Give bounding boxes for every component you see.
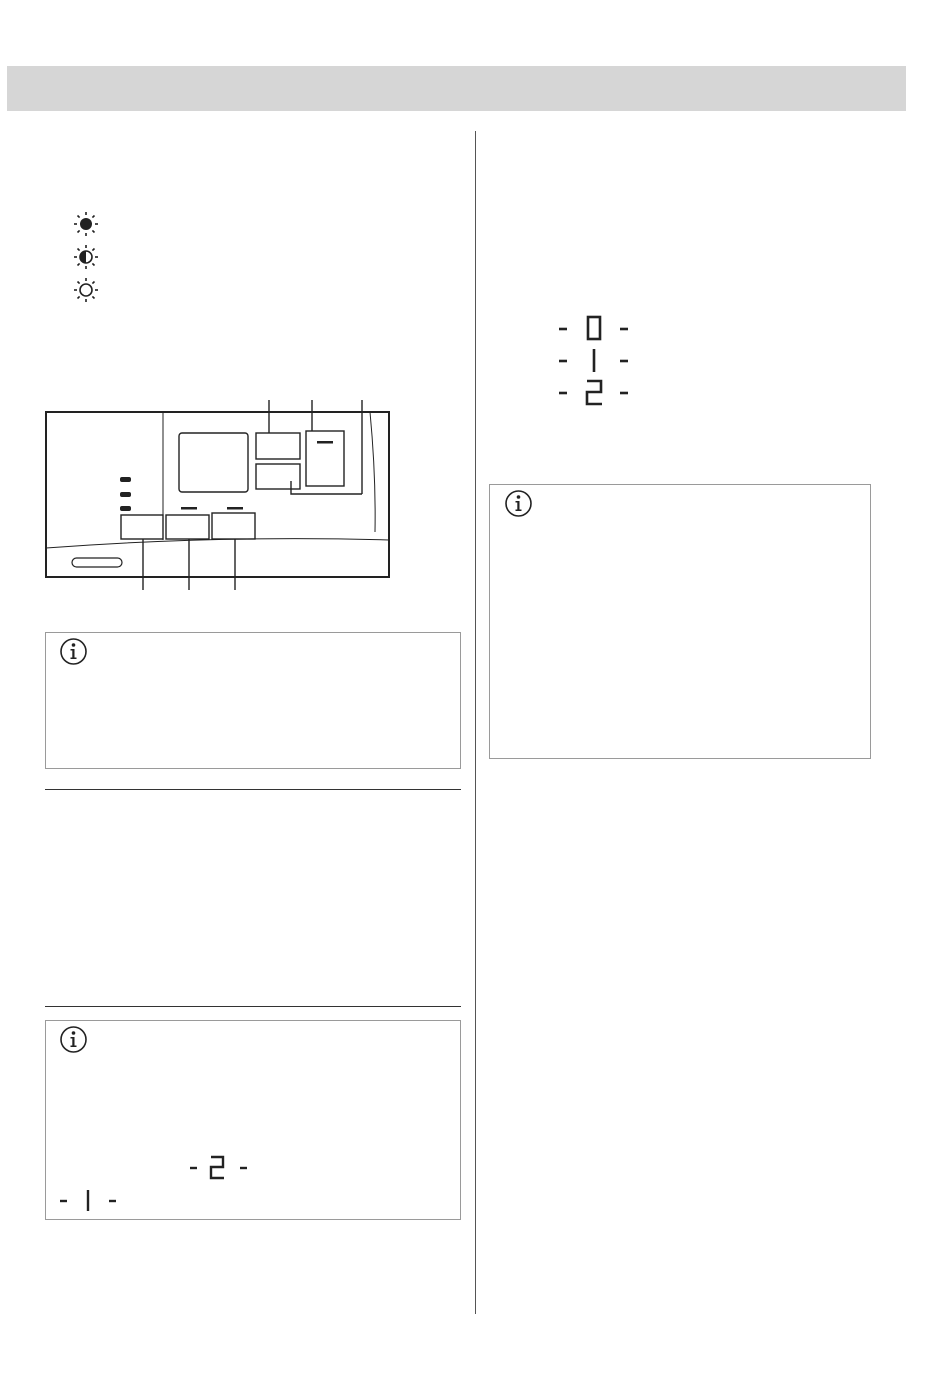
sun-filled-icon (73, 211, 99, 237)
sun-half-icon (73, 244, 99, 270)
segment-display-1 (58, 1188, 122, 1214)
sun-outline-icon (73, 277, 99, 303)
section-rule (45, 1006, 461, 1007)
info-box-1 (45, 632, 461, 769)
info-icon (504, 489, 533, 518)
info-icon (59, 1025, 88, 1054)
segment-display-0 (557, 315, 633, 343)
segment-display-2 (188, 1155, 252, 1181)
section-rule (45, 789, 461, 790)
segment-display-2 (557, 379, 633, 407)
segment-display-1 (557, 347, 633, 375)
column-divider (475, 131, 476, 1314)
info-icon (59, 637, 88, 666)
control-panel-figure (40, 395, 400, 600)
info-box-3 (489, 484, 871, 759)
section-header-band (7, 66, 906, 111)
